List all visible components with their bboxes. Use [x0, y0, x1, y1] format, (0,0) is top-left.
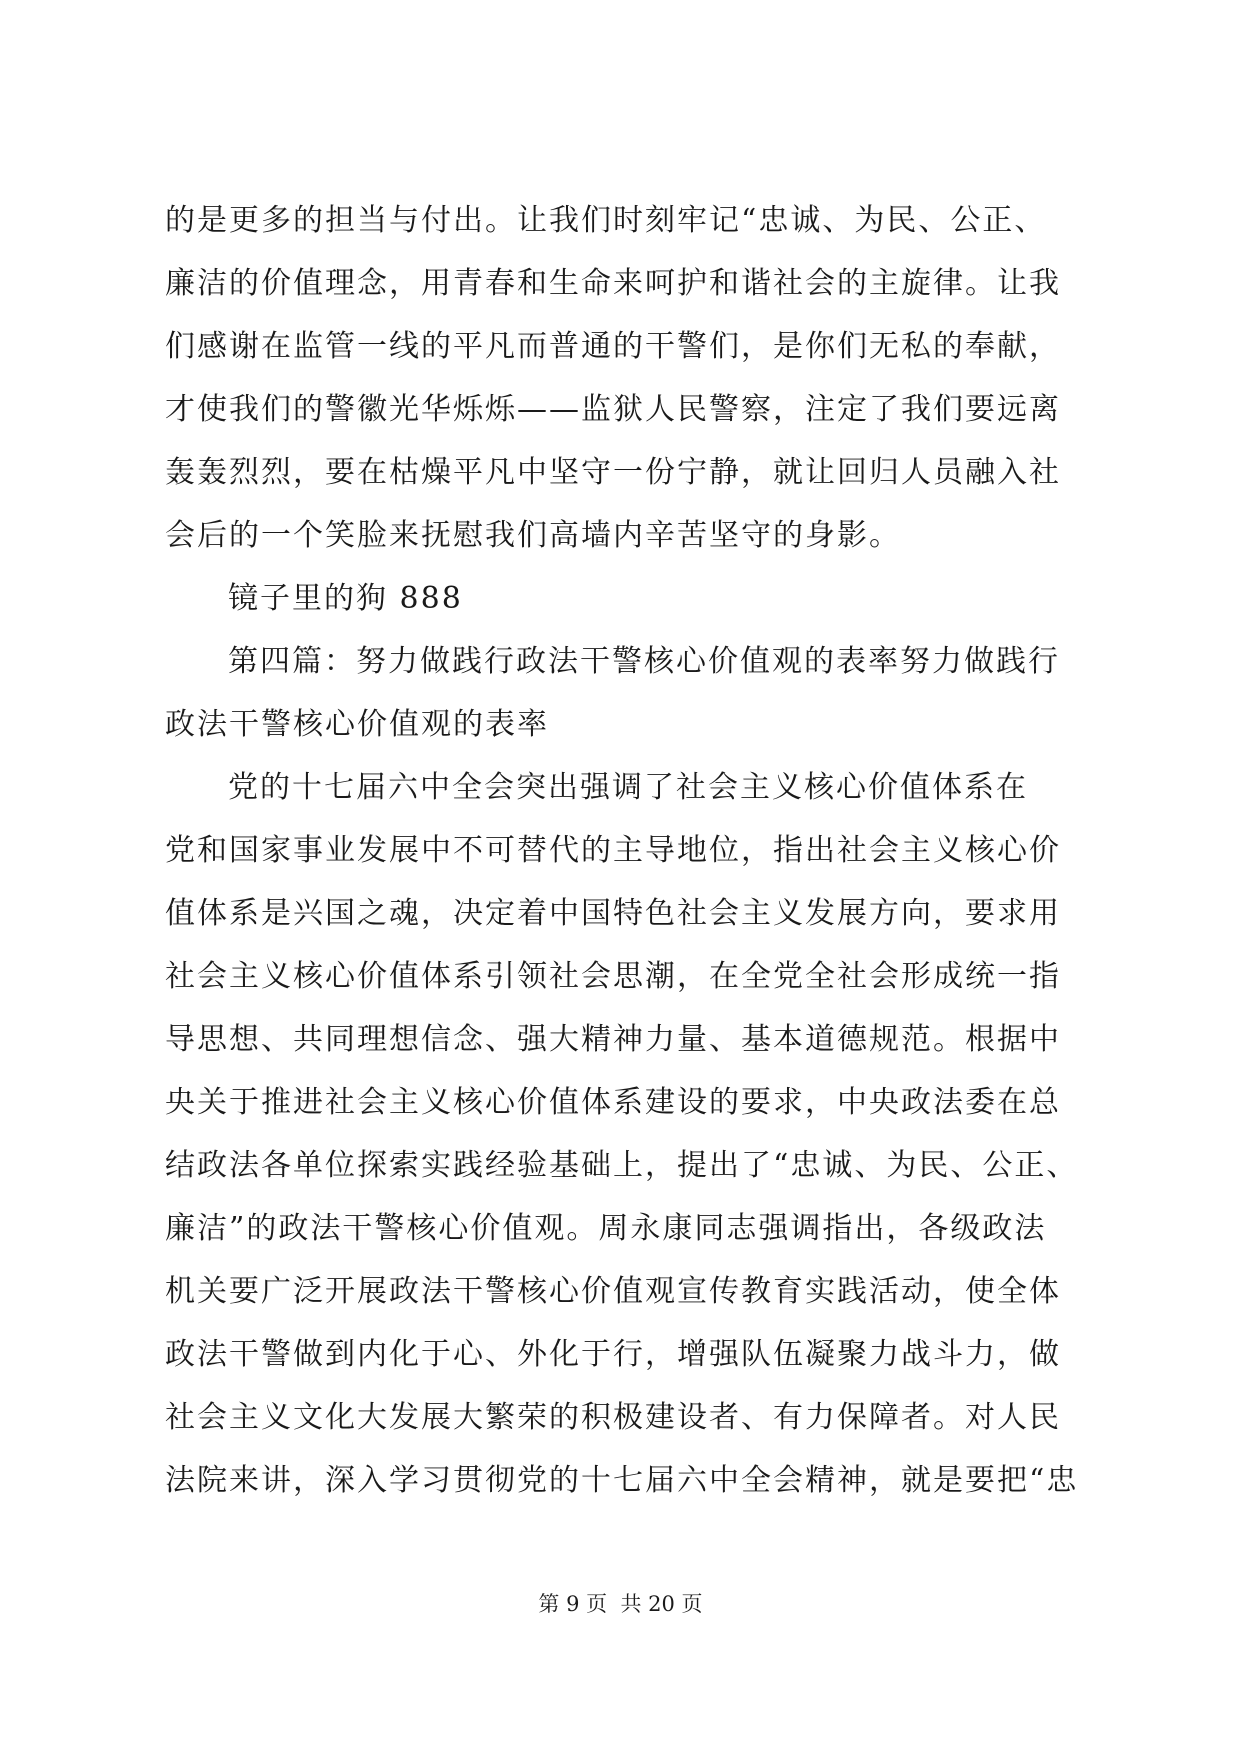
section-heading: 第四篇：努力做践行政法干警核心价值观的表率努力做践行 [228, 644, 1060, 679]
text-line: 央关于推进社会主义核心价值体系建设的要求，中央政法委在总 [165, 1085, 1061, 1120]
text-line: 镜子里的狗 888 [228, 581, 463, 616]
text-line: 社会主义文化大发展大繁荣的积极建设者、有力保障者。对人民 [165, 1400, 1061, 1435]
text-line: 轰轰烈烈，要在枯燥平凡中坚守一份宁静，就让回归人员融入社 [165, 455, 1061, 490]
text-line: 法院来讲，深入学习贯彻党的十七届六中全会精神，就是要把“忠 [165, 1463, 1079, 1498]
text-line: 廉洁”的政法干警核心价值观。周永康同志强调指出，各级政法 [165, 1211, 1047, 1246]
section-heading: 政法干警核心价值观的表率 [165, 707, 549, 742]
text-line: 们感谢在监管一线的平凡而普通的干警们，是你们无私的奉献， [165, 329, 1061, 364]
text-line: 机关要广泛开展政法干警核心价值观宣传教育实践活动，使全体 [165, 1274, 1061, 1309]
page-number: 第 9 页 共 20 页 [538, 1592, 703, 1616]
text-line: 结政法各单位探索实践经验基础上，提出了“忠诚、为民、公正、 [165, 1148, 1079, 1183]
text-line: 的是更多的担当与付出。让我们时刻牢记“忠诚、为民、公正、 [165, 203, 1047, 238]
text-line: 廉洁的价值理念，用青春和生命来呵护和谐社会的主旋律。让我 [165, 266, 1061, 301]
text-line: 会后的一个笑脸来抚慰我们高墙内辛苦坚守的身影。 [165, 518, 901, 553]
text-line: 政法干警做到内化于心、外化于行，增强队伍凝聚力战斗力，做 [165, 1337, 1061, 1372]
text-line: 导思想、共同理想信念、强大精神力量、基本道德规范。根据中 [165, 1022, 1061, 1057]
document-body [165, 189, 1080, 1512]
text-line: 党和国家事业发展中不可替代的主导地位，指出社会主义核心价 [165, 833, 1061, 868]
text-line: 才使我们的警徽光华烁烁——监狱人民警察，注定了我们要远离 [165, 392, 1061, 427]
text-line: 社会主义核心价值体系引领社会思潮，在全党全社会形成统一指 [165, 959, 1061, 994]
page-footer [0, 1589, 1241, 1619]
text-line: 值体系是兴国之魂，决定着中国特色社会主义发展方向，要求用 [165, 896, 1061, 931]
text-line: 党的十七届六中全会突出强调了社会主义核心价值体系在 [228, 770, 1028, 805]
